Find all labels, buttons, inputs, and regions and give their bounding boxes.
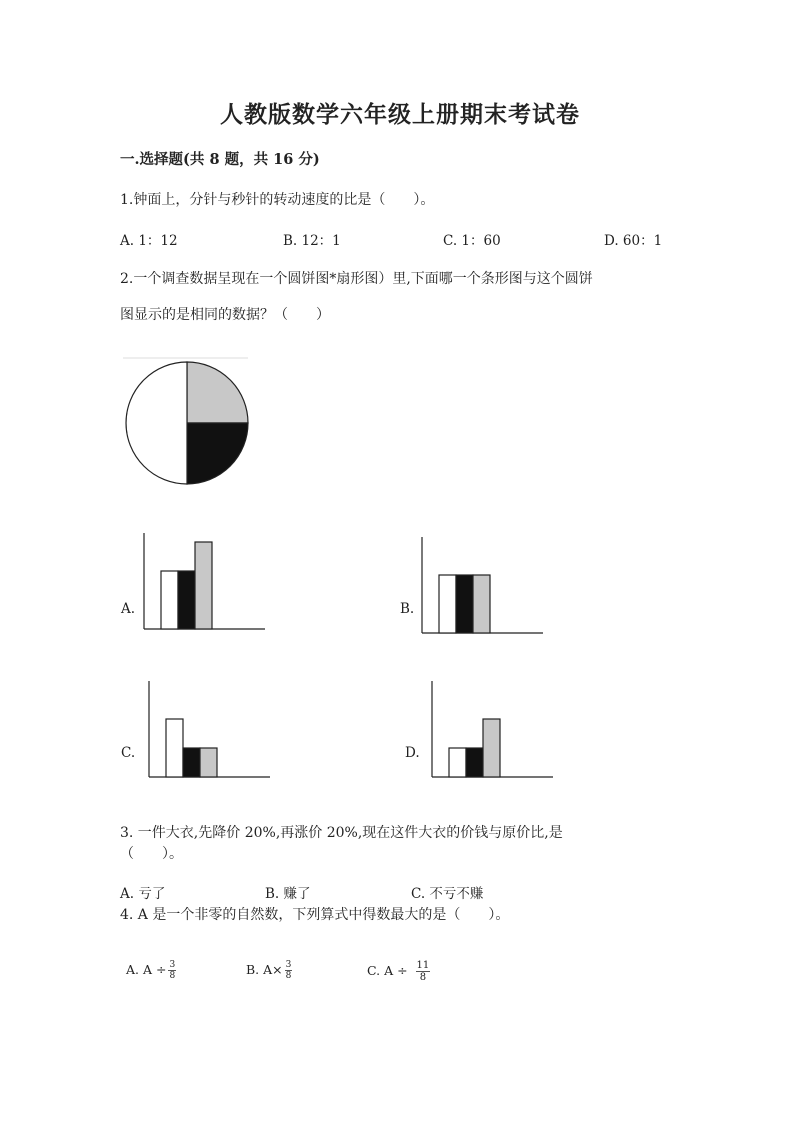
fraction-numerator: 3 — [169, 960, 176, 970]
question-4-option-c — [367, 960, 430, 983]
bar-2 — [456, 575, 473, 633]
bar-chart-d — [428, 681, 558, 781]
question-1-option-d: D. 60：1 — [604, 233, 663, 249]
section-heading: 一.选择题(共 8 题，共 16 分) — [120, 151, 320, 168]
bar-3 — [473, 575, 490, 633]
bar-2 — [178, 571, 195, 629]
pie-slice-white — [126, 362, 187, 484]
bar-2 — [466, 748, 483, 777]
question-4-option-a — [126, 960, 176, 981]
page-title: 人教版数学六年级上册期末考试卷 — [220, 101, 580, 128]
question-3-text-line-2: （ ）。 — [120, 846, 183, 862]
bar-chart-a — [140, 533, 270, 633]
bar-1 — [161, 571, 178, 629]
question-3-text-line-1: 3. 一件大衣,先降价 20%,再涨价 20%,现在这件大衣的价钱与原价比,是 — [120, 825, 563, 841]
pie-slice-gray — [187, 362, 248, 423]
bar-1 — [449, 748, 466, 777]
bar-option-c-label: C. — [121, 745, 136, 761]
fraction-denominator: 8 — [285, 971, 292, 981]
bar-1 — [439, 575, 456, 633]
fraction-numerator: 3 — [285, 960, 292, 970]
question-2-text-line-2: 图显示的是相同的数据？（ ） — [120, 307, 330, 323]
bar-option-a-label: A. — [121, 601, 136, 617]
pie-slice-black — [187, 423, 248, 484]
question-2-text-line-1: 2.一个调查数据呈现在一个圆饼图*扇形图）里,下面哪一个条形图与这个圆饼 — [120, 271, 593, 287]
question-1-option-a: A. 1：12 — [120, 233, 178, 249]
bar-option-d-label: D. — [405, 745, 420, 761]
fraction — [416, 960, 431, 983]
bar-3 — [483, 719, 500, 777]
question-4-text: 4. A 是一个非零的自然数，下列算式中得数最大的是（ ）。 — [120, 907, 510, 923]
bar-1 — [166, 719, 183, 777]
question-3-option-a: A. 亏了 — [120, 886, 166, 902]
bar-3 — [195, 542, 212, 629]
bar-chart-c — [145, 681, 275, 781]
fraction — [168, 960, 176, 981]
fraction — [285, 960, 293, 981]
fraction-denominator: 8 — [169, 971, 176, 981]
bar-option-b-label: B. — [400, 601, 415, 617]
question-4-option-a-prefix: A. A ÷ — [126, 962, 167, 977]
question-3-option-c: C. 不亏不赚 — [411, 886, 484, 902]
bar-3 — [200, 748, 217, 777]
question-4-option-b — [246, 960, 292, 981]
fraction-numerator: 11 — [416, 960, 430, 971]
question-4-option-b-prefix: B. A× — [246, 962, 283, 977]
question-1-option-c: C. 1：60 — [443, 233, 501, 249]
bar-chart-b — [418, 537, 548, 637]
question-1-option-b: B. 12：1 — [283, 233, 341, 249]
bar-2 — [183, 748, 200, 777]
question-4-option-c-prefix: C. A ÷ — [367, 963, 408, 978]
pie-chart — [118, 356, 258, 496]
question-3-option-b: B. 赚了 — [265, 886, 311, 902]
fraction-denominator: 8 — [419, 972, 427, 983]
question-1-text: 1.钟面上，分针与秒针的转动速度的比是（ ）。 — [120, 192, 435, 208]
